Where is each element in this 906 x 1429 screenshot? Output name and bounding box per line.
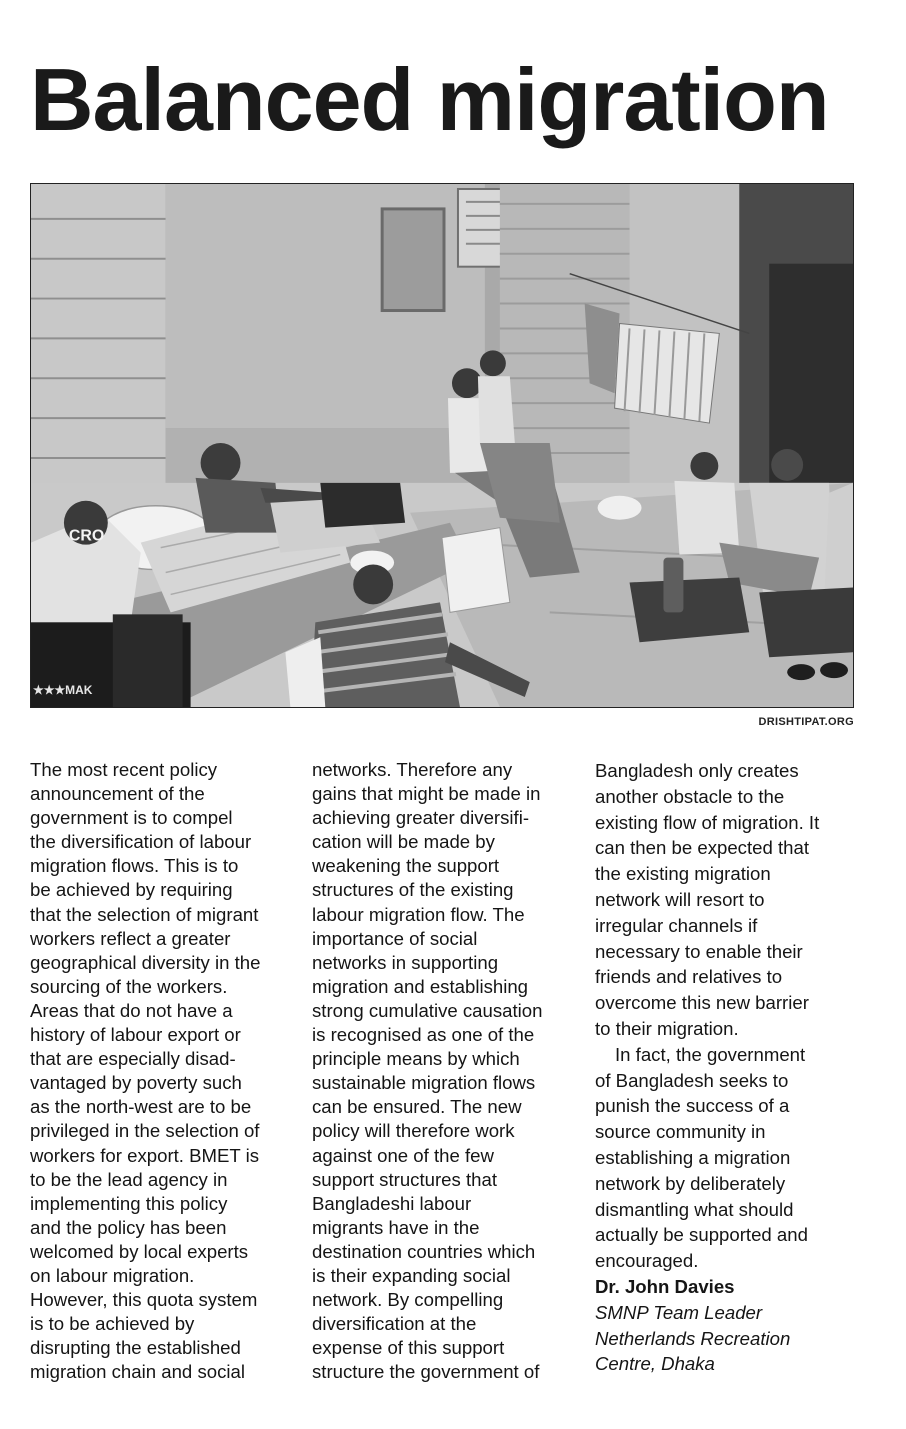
- body-line: friends and relatives to: [595, 966, 783, 988]
- body-line: destination countries which: [312, 1240, 536, 1262]
- body-line: irregular channels if: [595, 914, 758, 936]
- article-headline: Balanced migration: [30, 50, 829, 149]
- body-line: network. By compelling: [312, 1289, 504, 1311]
- body-line: privileged in the selection of: [30, 1120, 260, 1142]
- body-line: In fact, the government: [615, 1043, 806, 1065]
- body-line: and the policy has been: [30, 1216, 227, 1238]
- body-line: encouraged.: [595, 1250, 699, 1272]
- body-line: government is to compel: [30, 807, 233, 829]
- body-line: establishing a migration: [595, 1146, 791, 1168]
- body-line: expense of this support: [312, 1337, 505, 1359]
- body-line: networks in supporting: [312, 951, 499, 973]
- body-line: is recognised as one of the: [312, 1024, 535, 1046]
- body-line: migration flows. This is to: [30, 855, 239, 877]
- body-line: to be the lead agency in: [30, 1168, 228, 1190]
- body-line: workers for export. BMET is: [30, 1144, 260, 1166]
- body-line: support structures that: [312, 1168, 497, 1190]
- body-line: overcome this new barrier: [595, 992, 809, 1014]
- body-line: cation will be made by: [312, 831, 495, 853]
- body-line: diversification at the: [312, 1313, 477, 1335]
- body-line: of Bangladesh seeks to: [595, 1069, 789, 1091]
- author-organization: Netherlands Recreation: [595, 1327, 791, 1349]
- body-line: is their expanding social: [312, 1264, 511, 1286]
- photo-credit: DRISHTIPAT.ORG: [758, 716, 854, 728]
- body-line: Bangladesh only creates: [595, 760, 799, 781]
- body-line: can be ensured. The new: [312, 1096, 522, 1118]
- body-line: However, this quota system: [30, 1289, 258, 1311]
- body-line: sourcing of the workers.: [30, 975, 228, 997]
- body-line: Areas that do not have a: [30, 999, 233, 1021]
- body-line: be achieved by requiring: [30, 879, 233, 901]
- body-line: another obstacle to the: [595, 785, 785, 807]
- body-line: on labour migration.: [30, 1264, 195, 1286]
- body-line: is to be achieved by: [30, 1313, 195, 1335]
- body-line: policy will therefore work: [312, 1120, 515, 1142]
- body-line: source community in: [595, 1121, 766, 1143]
- body-line: against one of the few: [312, 1144, 494, 1166]
- author-title: SMNP Team Leader: [595, 1301, 763, 1323]
- body-line: the existing migration: [595, 863, 771, 885]
- body-line: existing flow of migration. It: [595, 811, 820, 833]
- article-column-3: [595, 758, 875, 1377]
- body-line: importance of social: [312, 927, 478, 949]
- article-photo: [30, 183, 854, 708]
- body-line: labour migration flow. The: [312, 903, 525, 925]
- body-line: announcement of the: [30, 783, 205, 805]
- body-line: punish the success of a: [595, 1095, 790, 1117]
- body-line: principle means by which: [312, 1048, 520, 1070]
- body-line: necessary to enable their: [595, 940, 803, 962]
- body-line: as the north-west are to be: [30, 1096, 252, 1118]
- body-line: network by deliberately: [595, 1172, 786, 1194]
- body-line: that are especially disad-: [30, 1048, 236, 1070]
- body-line: networks. Therefore any: [312, 759, 513, 780]
- body-line: achieving greater diversifi-: [312, 807, 530, 829]
- body-line: the diversification of labour: [30, 831, 252, 853]
- body-line: sustainable migration flows: [312, 1072, 536, 1094]
- body-line: migrants have in the: [312, 1216, 480, 1238]
- article-column-1: [30, 758, 295, 1384]
- body-line: structures of the existing: [312, 879, 514, 901]
- body-line: can then be expected that: [595, 837, 809, 859]
- author-name: Dr. John Davies: [595, 1275, 735, 1297]
- body-line: Bangladeshi labour: [312, 1192, 472, 1214]
- body-line: implementing this policy: [30, 1192, 228, 1214]
- body-line: migration chain and social: [30, 1361, 245, 1383]
- body-line: vantaged by poverty such: [30, 1072, 242, 1094]
- body-line: workers reflect a greater: [30, 927, 231, 949]
- body-line: The most recent policy: [30, 759, 218, 780]
- body-line: weakening the support: [312, 855, 500, 877]
- article-column-2: [312, 758, 577, 1384]
- author-location: Centre, Dhaka: [595, 1353, 715, 1375]
- body-line: that the selection of migrant: [30, 903, 259, 925]
- body-line: migration and establishing: [312, 975, 529, 997]
- body-line: dismantling what should: [595, 1198, 794, 1220]
- bag-label: CRO: [68, 527, 105, 545]
- body-line: structure the government of: [312, 1361, 540, 1383]
- body-line: strong cumulative causation: [312, 999, 543, 1021]
- body-line: geographical diversity in the: [30, 951, 261, 973]
- body-line: network will resort to: [595, 888, 765, 910]
- body-line: to their migration.: [595, 1017, 739, 1039]
- body-line: actually be supported and: [595, 1224, 808, 1246]
- suitcase-label: ★★★MAK: [32, 683, 93, 698]
- body-line: disrupting the established: [30, 1337, 241, 1359]
- body-line: history of labour export or: [30, 1024, 241, 1046]
- body-line: welcomed by local experts: [30, 1240, 249, 1262]
- body-line: gains that might be made in: [312, 783, 541, 805]
